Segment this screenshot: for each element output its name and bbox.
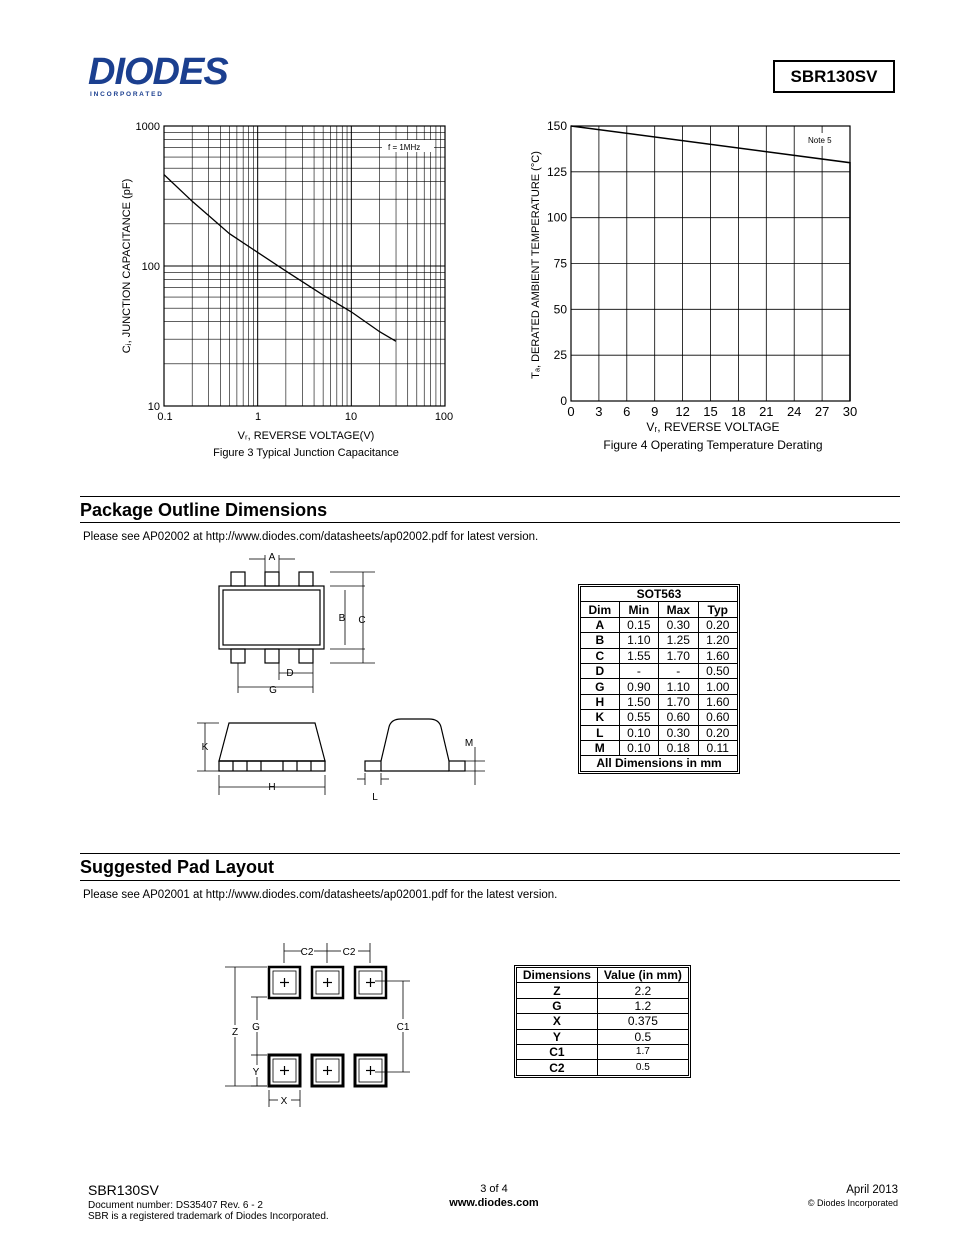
table-row xyxy=(581,633,738,648)
table-cell: 0.20 xyxy=(698,725,737,740)
table-header-cell: Value (in mm) xyxy=(597,968,688,983)
table-footer: All Dimensions in mm xyxy=(581,756,738,771)
footer-copyright: © Diodes Incorporated xyxy=(807,1198,898,1208)
figure4-chart xyxy=(520,115,880,460)
table-cell: C xyxy=(581,648,620,663)
f4-xtick: 0 xyxy=(567,404,575,419)
table-cell: 1.7 xyxy=(597,1044,688,1059)
sot563-table-frame xyxy=(578,584,740,774)
sot563-dimensions-table xyxy=(580,586,738,772)
dim-label-A: A xyxy=(268,552,276,563)
dim-label-B: B xyxy=(338,613,346,624)
table-cell: 1.25 xyxy=(659,633,698,648)
f4-ytick: 125 xyxy=(546,164,567,179)
f3-xtick-1: 1 xyxy=(254,411,262,423)
table-row xyxy=(581,740,738,755)
f4-caption: Figure 4 Operating Temperature Derating xyxy=(603,438,823,452)
logo-subtext: I N C O R P O R A T E D xyxy=(90,91,162,98)
footer-trademark: SBR is a registered trademark of Diodes Incorporated. xyxy=(88,1211,329,1222)
package-drawing xyxy=(185,545,495,805)
table-row xyxy=(517,1060,689,1075)
f3-ytick-100: 100 xyxy=(141,261,160,273)
table-cell: Z xyxy=(517,983,598,998)
section-rule xyxy=(80,496,900,497)
table-row xyxy=(517,1029,689,1044)
table-cell: L xyxy=(581,725,620,740)
table-cell: 0.18 xyxy=(659,740,698,755)
table-cell: 0.20 xyxy=(698,617,737,632)
dim-label-K: K xyxy=(201,742,209,753)
f4-xtick: 27 xyxy=(814,404,830,419)
f4-xtick: 9 xyxy=(651,404,659,419)
table-cell: G xyxy=(581,679,620,694)
part-number-box: SBR130SV xyxy=(773,60,895,93)
f3-xlabel: Vᵣ, REVERSE VOLTAGE(V) xyxy=(237,430,375,442)
dim-label-M: M xyxy=(464,738,474,749)
package-outline-title: Package Outline Dimensions xyxy=(80,500,328,520)
f4-xtick: 18 xyxy=(731,404,746,419)
table-cell: K xyxy=(581,710,620,725)
footer-document: Document number: DS35407 Rev. 6 - 2 xyxy=(88,1200,263,1211)
pad-label-C1: C1 xyxy=(396,1022,410,1033)
f3-xtick-10: 10 xyxy=(344,411,358,423)
pad-layout-drawing xyxy=(215,935,425,1120)
figure3-chart xyxy=(110,115,470,465)
table-row xyxy=(581,679,738,694)
table-cell: M xyxy=(581,740,620,755)
table-package-name: SOT563 xyxy=(581,587,738,602)
f3-ytick-1000: 1000 xyxy=(135,121,160,133)
f3-caption: Figure 3 Typical Junction Capacitance xyxy=(213,447,399,459)
table-cell: 0.15 xyxy=(619,617,658,632)
f4-xtick: 21 xyxy=(759,404,774,419)
f3-ytick-10: 10 xyxy=(147,401,160,413)
pad-label-Z: Z xyxy=(231,1027,239,1038)
footer-part: SBR130SV xyxy=(88,1182,159,1198)
footer-page: 3 of 4 xyxy=(480,1183,508,1195)
table-row xyxy=(581,694,738,709)
f3-note: f = 1MHz xyxy=(388,143,421,152)
table-cell: 1.10 xyxy=(659,679,698,694)
table-cell: G xyxy=(517,998,598,1013)
table-cell: 0.50 xyxy=(698,663,737,678)
dim-label-C: C xyxy=(358,615,366,626)
f4-ytick: 150 xyxy=(546,119,567,133)
pad-layout-title: Suggested Pad Layout xyxy=(80,857,275,877)
table-header-cell: Typ xyxy=(698,602,737,617)
table-cell: B xyxy=(581,633,620,648)
f4-xlabel: Vᵣ, REVERSE VOLTAGE xyxy=(646,420,780,434)
table-row xyxy=(517,1014,689,1029)
f4-xtick: 24 xyxy=(786,404,802,419)
table-header-row xyxy=(517,968,689,983)
pad-label-C2-left: C2 xyxy=(300,947,314,958)
pad-label-Y: Y xyxy=(252,1067,260,1078)
table-cell: 0.5 xyxy=(597,1060,688,1075)
footer-date: April 2013 xyxy=(846,1184,898,1196)
pad-label-C2-right: C2 xyxy=(342,947,356,958)
table-row xyxy=(517,1044,689,1059)
section-rule xyxy=(80,880,900,881)
table-cell: 1.70 xyxy=(659,648,698,663)
table-cell: 1.00 xyxy=(698,679,737,694)
section-rule xyxy=(80,853,900,854)
table-row xyxy=(581,725,738,740)
table-cell: A xyxy=(581,617,620,632)
pad-table-frame xyxy=(514,965,691,1078)
f4-xtick: 6 xyxy=(623,404,631,419)
table-row xyxy=(517,998,689,1013)
f4-ylabel: Tₐ, DERATED AMBIENT TEMPERATURE (°C) xyxy=(530,151,542,379)
f4-ytick: 50 xyxy=(553,302,567,317)
table-header-row xyxy=(581,602,738,617)
f4-xtick: 3 xyxy=(595,404,603,419)
table-cell: 0.60 xyxy=(698,710,737,725)
table-cell: 0.90 xyxy=(619,679,658,694)
table-row xyxy=(581,648,738,663)
table-row xyxy=(581,617,738,632)
table-cell: 0.55 xyxy=(619,710,658,725)
table-cell: X xyxy=(517,1014,598,1029)
f4-ytick: 25 xyxy=(553,348,567,363)
dim-label-D: D xyxy=(286,668,294,679)
dim-label-G: G xyxy=(269,685,277,696)
table-cell: 0.375 xyxy=(597,1014,688,1029)
table-cell: 0.5 xyxy=(597,1029,688,1044)
table-cell: 0.30 xyxy=(659,725,698,740)
table-cell: 1.70 xyxy=(659,694,698,709)
table-cell: C1 xyxy=(517,1044,598,1059)
table-cell: H xyxy=(581,694,620,709)
table-header-cell: Dimensions xyxy=(517,968,598,983)
package-outline-note: Please see AP02002 at http://www.diodes.com/datasheets/ap02002.pdf for latest version. xyxy=(83,531,539,543)
table-cell: 1.60 xyxy=(698,648,737,663)
f4-ytick: 0 xyxy=(560,394,567,408)
table-header-cell: Min xyxy=(619,602,658,617)
f4-ytick: 100 xyxy=(546,210,567,225)
table-cell: - xyxy=(619,663,658,678)
table-cell: 1.2 xyxy=(597,998,688,1013)
table-cell: 2.2 xyxy=(597,983,688,998)
pad-layout-note: Please see AP02001 at http://www.diodes.com/datasheets/ap02001.pdf for the latest version. xyxy=(83,889,558,901)
f4-ytick: 75 xyxy=(553,256,567,271)
dim-label-H: H xyxy=(268,782,276,793)
capacitance-curve xyxy=(164,175,396,342)
table-row xyxy=(581,663,738,678)
table-cell: 0.30 xyxy=(659,617,698,632)
table-cell: - xyxy=(659,663,698,678)
dim-label-L: L xyxy=(372,792,378,803)
table-cell: 1.55 xyxy=(619,648,658,663)
table-cell: 0.11 xyxy=(698,740,737,755)
f4-note: Note 5 xyxy=(808,136,832,145)
table-cell: 1.20 xyxy=(698,633,737,648)
f4-xtick: 30 xyxy=(842,404,858,419)
f3-xtick-100: 100 xyxy=(434,411,454,423)
table-cell: 1.10 xyxy=(619,633,658,648)
table-header-cell: Max xyxy=(659,602,698,617)
table-cell: C2 xyxy=(517,1060,598,1075)
table-row xyxy=(517,983,689,998)
table-cell: 0.10 xyxy=(619,740,658,755)
diodes-logo xyxy=(88,50,263,98)
f3-xtick-0.1: 0.1 xyxy=(157,411,173,423)
logo-text: DIODES xyxy=(88,51,228,93)
table-header-cell: Dim xyxy=(581,602,620,617)
table-cell: 1.60 xyxy=(698,694,737,709)
pad-label-X: X xyxy=(280,1096,288,1107)
footer-website[interactable]: www.diodes.com xyxy=(449,1197,539,1209)
table-cell: 0.10 xyxy=(619,725,658,740)
table-cell: 1.50 xyxy=(619,694,658,709)
section-rule xyxy=(80,522,900,523)
table-cell: 0.60 xyxy=(659,710,698,725)
pad-dimensions-table xyxy=(516,967,689,1076)
table-cell: D xyxy=(581,663,620,678)
f4-xtick: 15 xyxy=(703,404,718,419)
table-row xyxy=(581,710,738,725)
f3-ylabel: Cⱼ, JUNCTION CAPACITANCE (pF) xyxy=(121,178,133,354)
f4-xtick: 12 xyxy=(675,404,690,419)
table-cell: Y xyxy=(517,1029,598,1044)
pad-label-G: G xyxy=(252,1022,260,1033)
